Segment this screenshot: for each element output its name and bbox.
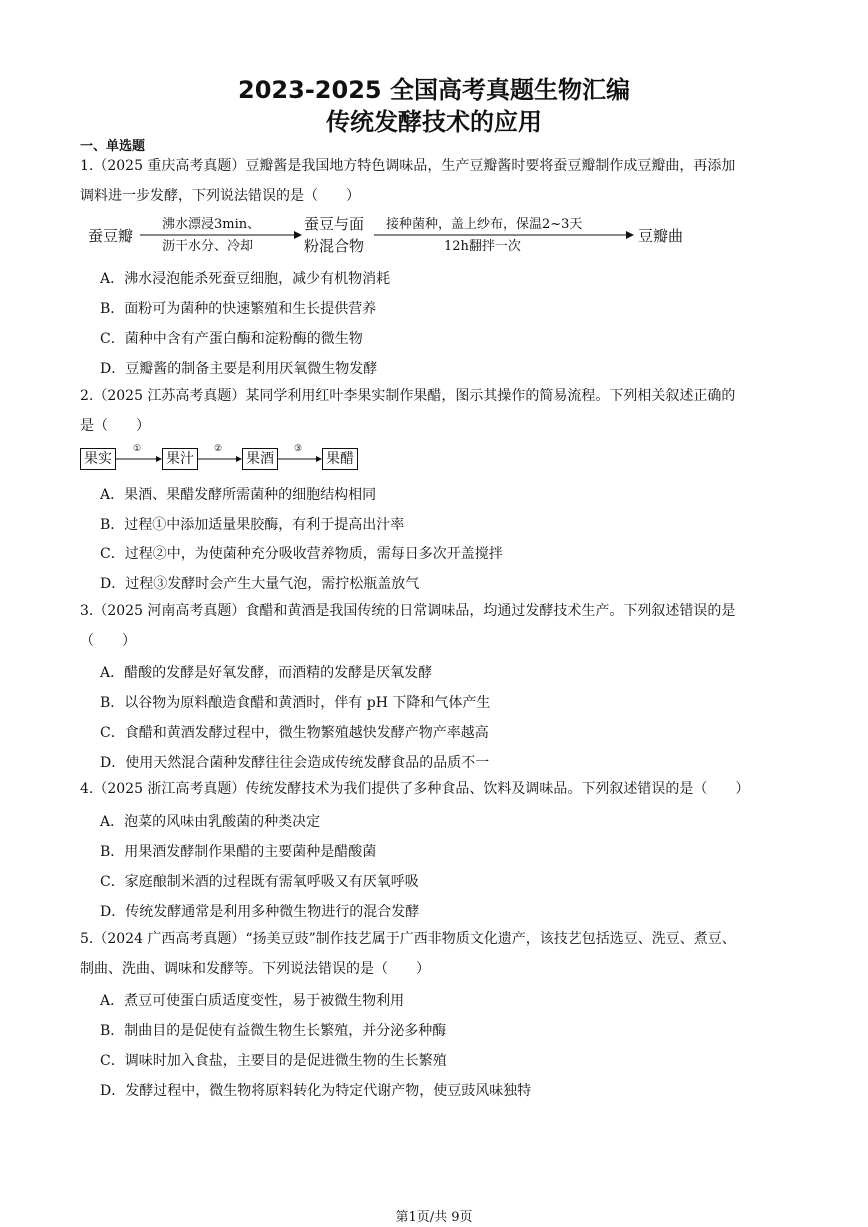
flow2-step-1-label: ① [133, 444, 142, 454]
flow1-arrows [88, 213, 708, 257]
flow2-arrow-2 [198, 456, 242, 462]
question-stem-line: 1.（2025 重庆高考真题）豆瓣酱是我国地方特色调味品，生产豆瓣酱时要将蚕豆瓣制作成豆瓣曲，再添加 [80, 158, 736, 174]
question-stem-line: 5.（2024 广西高考真题）“扬美豆豉”制作技艺属于广西非物质文化遗产，该技艺包括选豆、洗豆、煮豆、 [80, 931, 736, 947]
option-a: A．泡菜的风味由乳酸菌的种类决定 [100, 814, 321, 830]
option-c: C．过程②中，为使菌种充分吸收营养物质，需每日多次开盖搅拌 [100, 546, 503, 562]
option-c: C．家庭酿制米酒的过程既有需氧呼吸又有厌氧呼吸 [100, 874, 419, 890]
flow2-box-fruit: 果实 [80, 448, 116, 470]
option-a: A．沸水浸泡能杀死蚕豆细胞，减少有机物消耗 [100, 271, 391, 287]
question-stem-line: 3.（2025 河南高考真题）食醋和黄酒是我国传统的日常调味品，均通过发酵技术生产。下列叙述错误的是 [80, 603, 736, 619]
option-c: C．调味时加入食盐，主要目的是促进微生物的生长繁殖 [100, 1053, 447, 1069]
question-stem-line: （ ） [80, 633, 136, 649]
option-a: A．醋酸的发酵是好氧发酵，而酒精的发酵是厌氧发酵 [100, 665, 433, 681]
question-1-stem [80, 151, 790, 211]
option-a: A．果酒、果醋发酵所需菌种的细胞结构相同 [100, 487, 377, 503]
flow2-arrow-1 [116, 456, 162, 462]
option-b: B．面粉可为菌种的快速繁殖和生长提供营养 [100, 301, 377, 317]
question-3-stem [80, 596, 790, 656]
page-subtitle: 传统发酵技术的应用 [326, 108, 542, 136]
process-flow-diagram-1 [88, 213, 708, 257]
flow-mid-top-label: 蚕豆与面 [304, 215, 365, 233]
option-b: B．制曲目的是促使有益微生物生长繁殖，并分泌多种酶 [100, 1023, 447, 1039]
question-stem-line: 是（ ） [80, 418, 150, 434]
option-c: C．食醋和黄酒发酵过程中，微生物繁殖越快发酵产物产率越高 [100, 725, 489, 741]
flow-start-label: 蚕豆瓣 [88, 227, 134, 245]
flow-step1-bottom-label: 沥干水分、冷却 [162, 239, 254, 254]
option-d: D．传统发酵通常是利用多种微生物进行的混合发酵 [100, 904, 420, 920]
flow1-arrow-2 [374, 231, 634, 239]
page-title: 2023-2025 全国高考真题生物汇编 [238, 76, 630, 104]
question-stem-line: 制曲、洗曲、调味和发酵等。下列说法错误的是（ ） [80, 961, 430, 977]
flow2-box-vinegar: 果醋 [322, 448, 358, 470]
question-4-stem [80, 774, 790, 804]
question-stem-line: 调料进一步发酵，下列说法错误的是（ ） [80, 188, 360, 204]
option-d: D．使用天然混合菌种发酵往往会造成传统发酵食品的品质不一 [100, 755, 490, 771]
flow-step1-top-label: 沸水漂浸3min、 [162, 217, 261, 232]
flow1-arrow-1 [140, 231, 302, 239]
page-footer: 第1页/共 9页 [395, 1210, 473, 1225]
option-d: D．过程③发酵时会产生大量气泡，需拧松瓶盖放气 [100, 576, 420, 592]
option-a: A．煮豆可使蛋白质适度变性，易于被微生物利用 [100, 993, 405, 1009]
flow-end-label: 豆瓣曲 [638, 227, 684, 245]
flow2-arrow-3 [278, 456, 322, 462]
question-stem-line: 2.（2025 江苏高考真题）某同学利用红叶李果实制作果醋，图示其操作的简易流程。下列相关叙述正确的 [80, 388, 736, 404]
option-b: B．过程①中添加适量果胶酶，有利于提高出汁率 [100, 517, 405, 533]
section-heading: 一、单选题 [80, 139, 146, 154]
question-5-stem [80, 924, 790, 984]
flow-step2-top-label: 接种菌种，盖上纱布，保温2~3天 [386, 217, 583, 232]
flow-mid-bottom-label: 粉混合物 [304, 237, 365, 255]
flow2-box-wine: 果酒 [242, 448, 278, 470]
question-stem-line: 4.（2025 浙江高考真题）传统发酵技术为我们提供了多种食品、饮料及调味品。下列叙述错误的是（ ） [80, 781, 750, 797]
option-d: D．豆瓣酱的制备主要是利用厌氧微生物发酵 [100, 361, 378, 377]
flow2-box-juice: 果汁 [162, 448, 198, 470]
option-c: C．菌种中含有产蛋白酶和淀粉酶的微生物 [100, 331, 363, 347]
flow2-step-2-label: ② [214, 444, 223, 454]
option-b: B．用果酒发酵制作果醋的主要菌种是醋酸菌 [100, 844, 377, 860]
process-flow-diagram-2 [80, 444, 380, 474]
flow2-step-3-label: ③ [294, 444, 303, 454]
option-d: D．发酵过程中，微生物将原料转化为特定代谢产物，使豆豉风味独特 [100, 1083, 532, 1099]
option-b: B．以谷物为原料酿造食醋和黄酒时，伴有 pH 下降和气体产生 [100, 695, 491, 711]
question-2-stem [80, 381, 790, 441]
flow-step2-bottom-label: 12h翻拌一次 [444, 239, 521, 254]
